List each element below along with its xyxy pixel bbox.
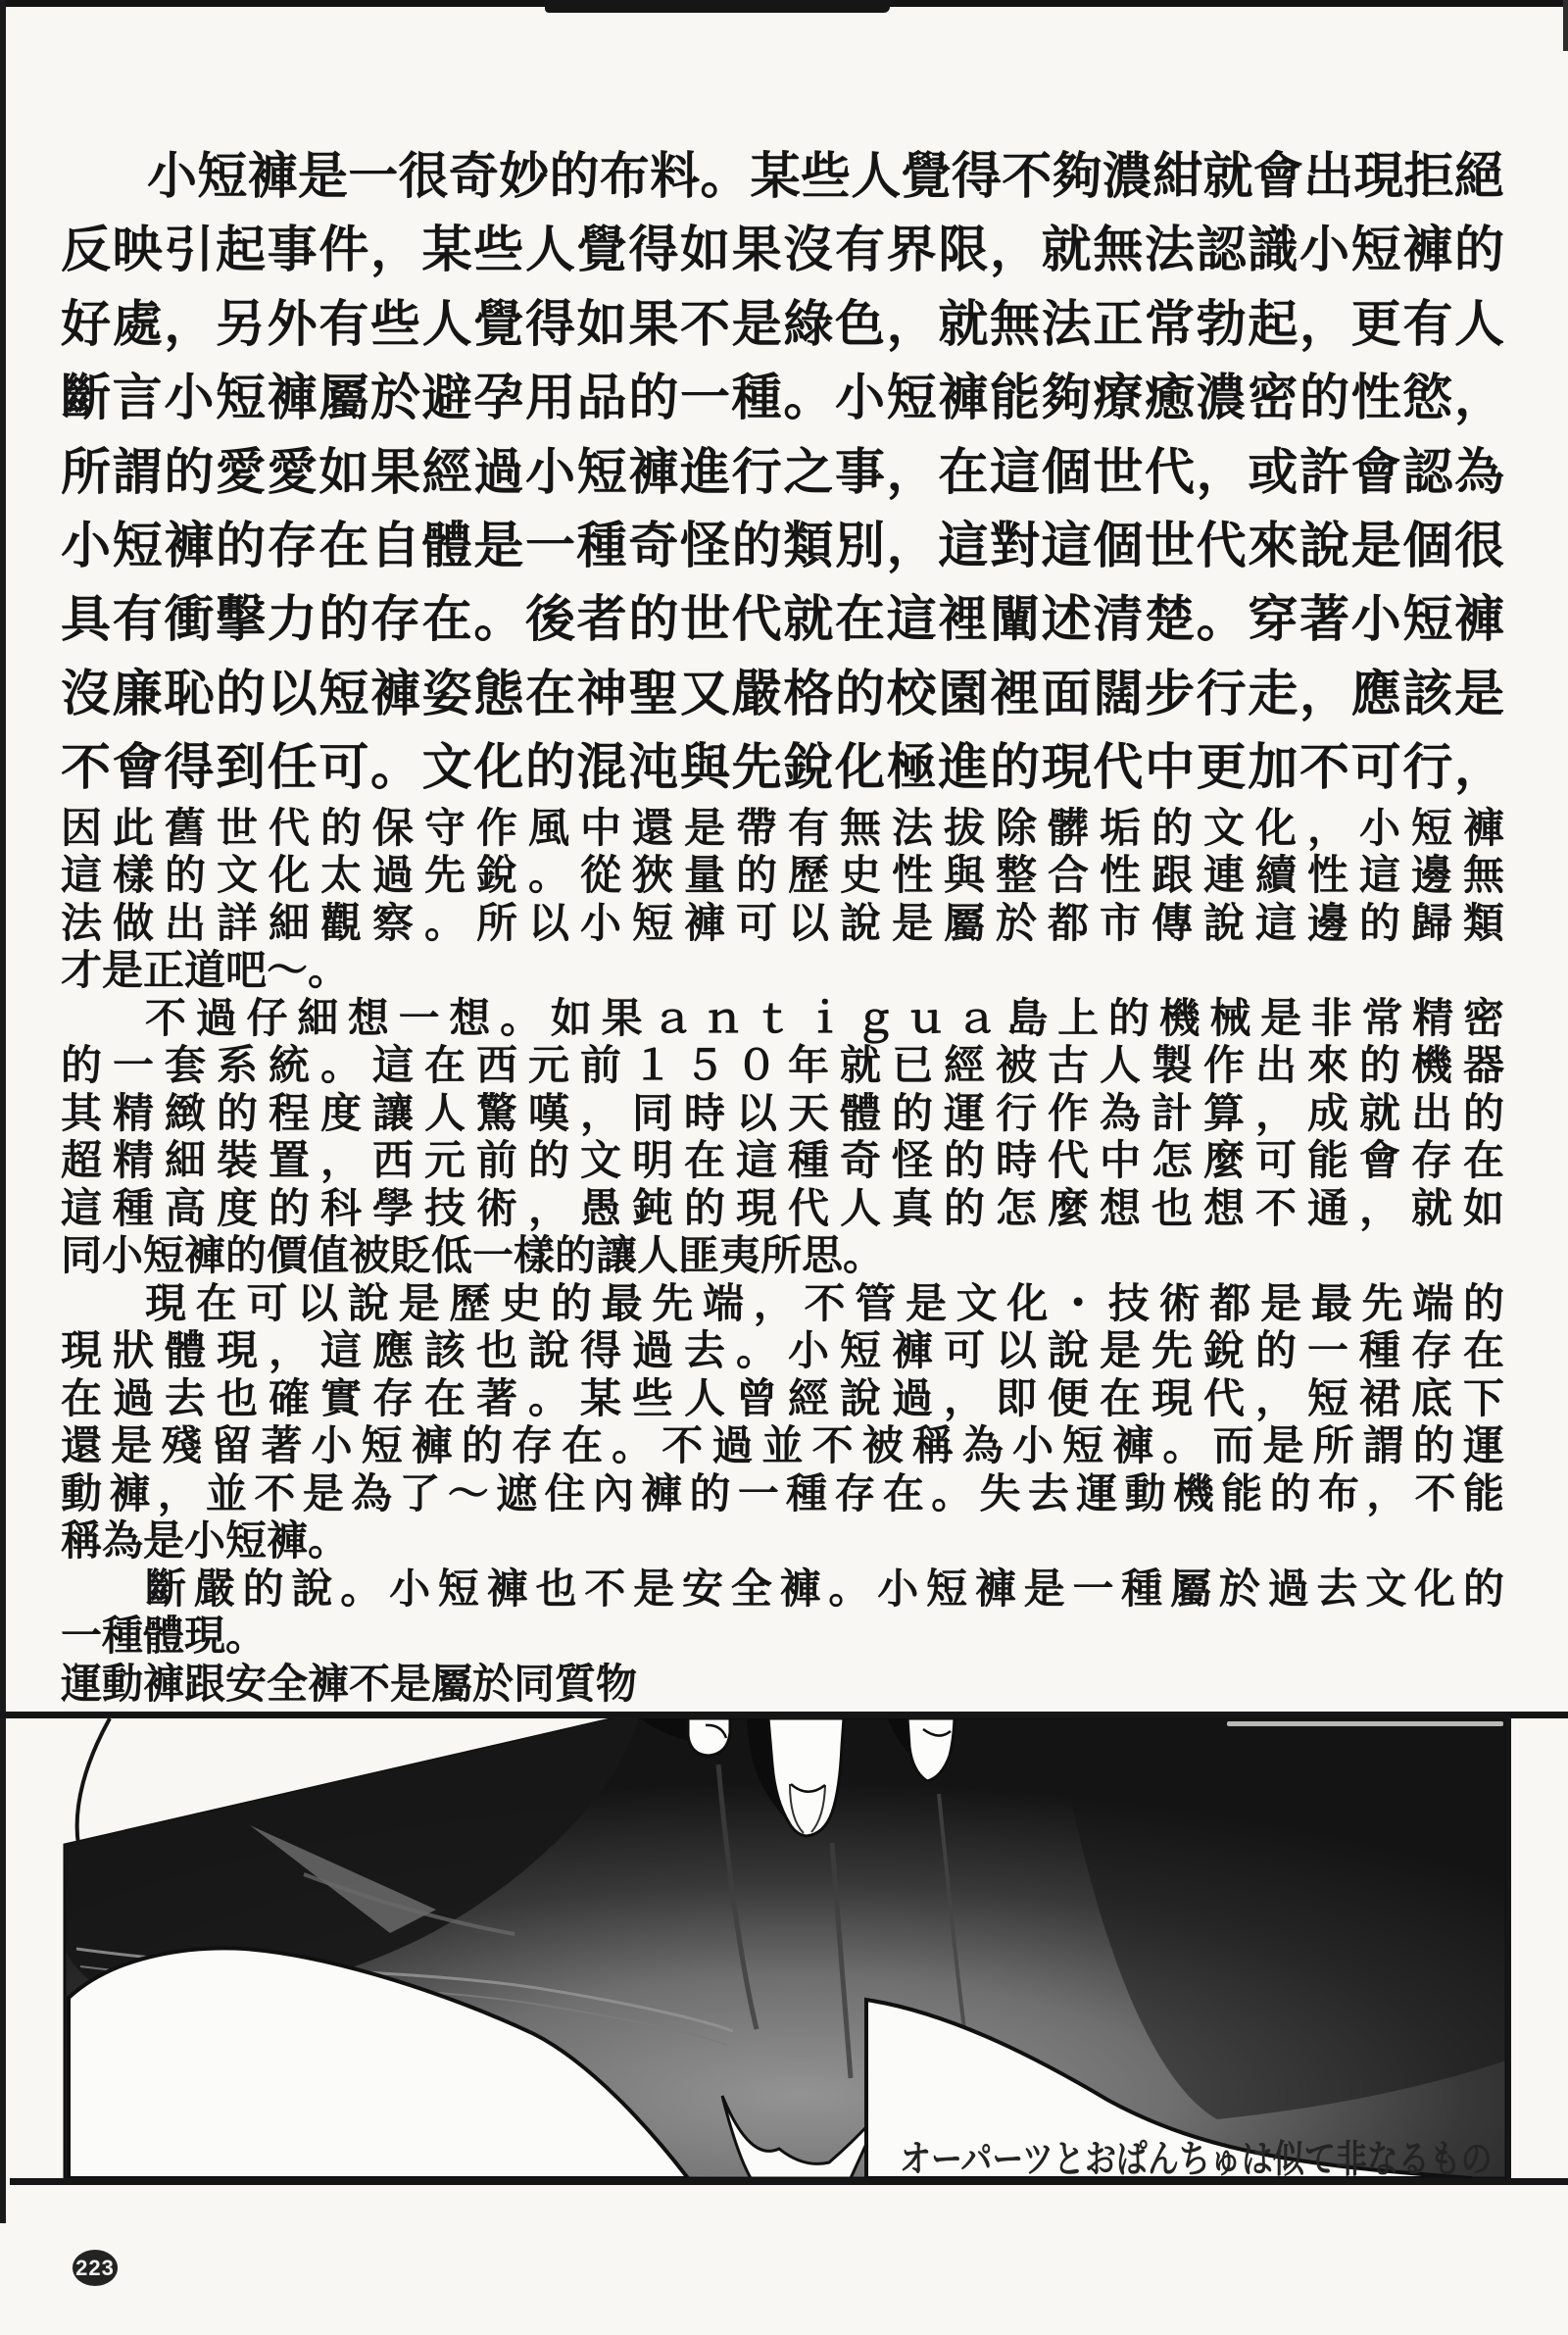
essay-line: 斷嚴的說。小短褲也不是安全褲。小短褲是一種屬於過去文化的 bbox=[145, 1565, 1504, 1612]
essay-line: 具有衝擊力的存在。後者的世代就在這裡闡述清楚。穿著小短褲 bbox=[61, 591, 1504, 648]
essay-line: 的一套系統。這在西元前１５０年就已經被古人製作出來的機器 bbox=[61, 1042, 1504, 1089]
essay-line: 運動褲跟安全褲不是屬於同質物 bbox=[61, 1660, 638, 1707]
panel-caption: オーパーツとおぱんちゅは似て非なるもの bbox=[900, 2139, 1493, 2181]
essay-line: 好處，另外有些人覺得如果不是綠色，就無法正常勃起，更有人 bbox=[61, 295, 1504, 352]
essay-line: 這種高度的科學技術，愚鈍的現代人真的怎麼想也想不通，就如 bbox=[61, 1184, 1504, 1231]
scan-edge-right bbox=[1563, 0, 1568, 51]
hip-outline bbox=[77, 1718, 110, 1845]
essay-line: 斷言小短褲屬於避孕用品的一種。小短褲能夠療癒濃密的性慾， bbox=[61, 370, 1504, 426]
essay-line: 其精緻的程度讓人驚嘆，同時以天體的運行作為計算，成就出的 bbox=[61, 1089, 1504, 1136]
essay-line: 現在可以說是歷史的最先端，不管是文化・技術都是最先端的 bbox=[145, 1279, 1504, 1326]
skin-sliver bbox=[1227, 1721, 1503, 1726]
scan-edge-top-thick bbox=[545, 0, 890, 13]
essay-line: 現狀體現，這應該也說得過去。小短褲可以說是先銳的一種存在 bbox=[61, 1327, 1504, 1374]
panel-border-top bbox=[0, 1712, 1568, 1718]
essay-line: 超精細裝置，西元前的文明在這種奇怪的時代中怎麼可能會存在 bbox=[61, 1137, 1504, 1184]
essay-line: 動褲，並不是為了～遮住內褲的一種存在。失去運動機能的布，不能 bbox=[61, 1469, 1504, 1516]
essay-text bbox=[61, 139, 1504, 1708]
essay-line: 才是正道吧～。 bbox=[61, 947, 350, 994]
essay-line: 法做出詳細觀察。所以小短褲可以說是屬於都市傳說這邊的歸類 bbox=[61, 899, 1504, 946]
essay-line: 不過仔細想一想。如果ａｎｔｉｇｕａ島上的機械是非常精密 bbox=[145, 994, 1504, 1041]
essay-line: 不會得到任可。文化的混沌與先銳化極進的現代中更加不可行， bbox=[61, 739, 1504, 796]
essay-line: 還是殘留著小短褲的存在。不過並不被稱為小短褲。而是所謂的運 bbox=[61, 1422, 1504, 1469]
finger-tip bbox=[688, 1718, 730, 1756]
essay-line: 稱為是小短褲。 bbox=[61, 1517, 350, 1565]
panel-illustration bbox=[0, 1706, 1568, 2188]
page-number-badge: 223 bbox=[73, 2250, 118, 2286]
essay-line: 一種體現。 bbox=[61, 1613, 268, 1660]
essay-line: 小短褲的存在自體是一種奇怪的類別，這對這個世代來說是個很 bbox=[61, 518, 1504, 574]
essay-line: 這樣的文化太過先銳。從狹量的歷史性與整合性跟連續性這邊無 bbox=[61, 852, 1504, 899]
essay-line: 因此舊世代的保守作風中還是帶有無法拔除髒垢的文化，小短褲 bbox=[61, 804, 1504, 851]
essay-line: 沒廉恥的以短褲姿態在神聖又嚴格的校園裡面闊步行走，應該是 bbox=[61, 665, 1504, 721]
essay-line: 在過去也確實存在著。某些人曾經說過，即便在現代，短裙底下 bbox=[61, 1374, 1504, 1421]
essay-line: 同小短褲的價值被貶低一樣的讓人匪夷所思。 bbox=[61, 1232, 885, 1279]
essay-line: 小短褲是一很奇妙的布料。某些人覺得不夠濃紺就會出現拒絕 bbox=[147, 148, 1504, 204]
panel-border-right bbox=[1506, 1712, 1511, 2185]
essay-line: 所謂的愛愛如果經過小短褲進行之事，在這個世代，或許會認為 bbox=[61, 443, 1504, 500]
essay-line: 反映引起事件，某些人覺得如果沒有界限，就無法認識小短褲的 bbox=[61, 222, 1504, 278]
